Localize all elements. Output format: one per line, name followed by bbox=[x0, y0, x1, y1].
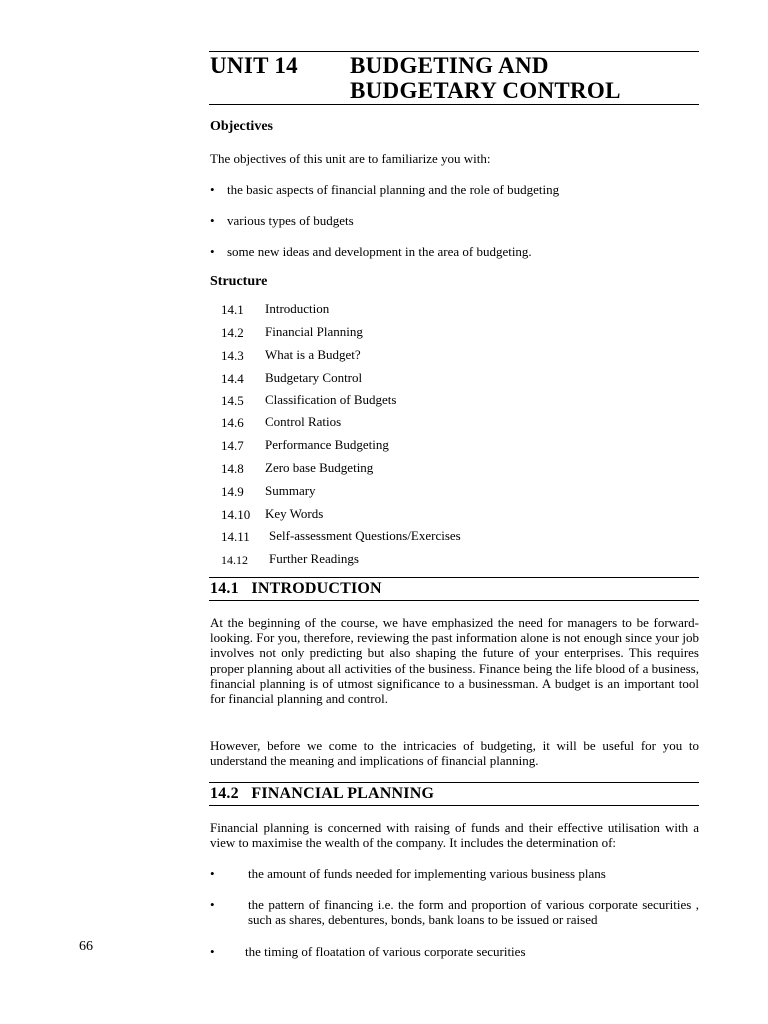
objective-text: the basic aspects of financial planning and the role of budgeting bbox=[227, 182, 560, 197]
section-14-1-top-rule bbox=[209, 577, 699, 578]
structure-item bbox=[221, 370, 363, 388]
structure-item-title: What is a Budget? bbox=[265, 347, 361, 362]
structure-item-title: Control Ratios bbox=[265, 414, 342, 429]
objective-bullet-2 bbox=[210, 213, 354, 229]
section-14-1-heading: 14.1 INTRODUCTION bbox=[210, 580, 382, 597]
structure-item-number: 14.5 bbox=[221, 393, 244, 408]
financing-bullet-text: the timing of floatation of various corporate securities bbox=[245, 944, 526, 959]
structure-item bbox=[221, 324, 363, 342]
financing-bullet-3 bbox=[210, 944, 699, 960]
structure-item-number: 14.9 bbox=[221, 484, 244, 499]
structure-item-title: Classification of Budgets bbox=[265, 392, 397, 407]
structure-item bbox=[221, 437, 389, 455]
structure-item-number: 14.11 bbox=[221, 529, 250, 544]
bullet-icon: • bbox=[210, 182, 215, 197]
objective-bullet-1 bbox=[210, 182, 560, 198]
structure-item-number: 14.12 bbox=[221, 553, 248, 567]
title-top-rule bbox=[209, 51, 699, 52]
structure-item-title: Key Words bbox=[265, 506, 324, 521]
structure-item bbox=[221, 301, 330, 319]
title-bottom-rule bbox=[209, 104, 699, 105]
section-14-2-paragraph-1: Financial planning is concerned with raising of funds and their effective utilisation with a view to maximise the wealth of the company. It includes the determination of: bbox=[210, 820, 699, 851]
structure-item bbox=[221, 460, 374, 478]
structure-item-number: 14.1 bbox=[221, 302, 244, 317]
structure-item-title: Budgetary Control bbox=[265, 370, 363, 385]
structure-item-title: Financial Planning bbox=[265, 324, 363, 339]
structure-item bbox=[221, 347, 361, 365]
financing-bullet-text: the amount of funds needed for implementing various business plans bbox=[248, 866, 606, 881]
unit-number: UNIT 14 bbox=[210, 53, 298, 78]
section-14-2-heading: 14.2 FINANCIAL PLANNING bbox=[210, 785, 435, 802]
structure-item bbox=[221, 483, 316, 501]
structure-item-number: 14.10 bbox=[221, 507, 251, 522]
bullet-icon: • bbox=[210, 244, 215, 259]
page-number: 66 bbox=[79, 939, 93, 954]
structure-item-number: 14.8 bbox=[221, 461, 244, 476]
bullet-icon: • bbox=[210, 944, 215, 959]
financing-bullet-text: the pattern of financing i.e. the form and proportion of various corporate securities , such as shares, debentures, bonds, bank loans to be issued or raised bbox=[248, 897, 699, 928]
section-14-2-bottom-rule bbox=[209, 805, 699, 806]
structure-item-title: Further Readings bbox=[269, 551, 359, 566]
objectives-heading: Objectives bbox=[210, 119, 273, 134]
structure-item-number: 14.7 bbox=[221, 438, 244, 453]
objectives-intro: The objectives of this unit are to familiarize you with: bbox=[210, 151, 491, 166]
structure-item-title: Performance Budgeting bbox=[265, 437, 389, 452]
objective-text: various types of budgets bbox=[227, 213, 354, 228]
section-14-1-paragraph-2: However, before we come to the intricacies of budgeting, it will be useful for you to understand the meaning and implications of financial planning. bbox=[210, 738, 699, 769]
financing-bullet-1 bbox=[210, 866, 699, 882]
structure-item bbox=[221, 414, 342, 432]
structure-item-title: Self-assessment Questions/Exercises bbox=[269, 528, 461, 543]
bullet-icon: • bbox=[210, 897, 215, 912]
structure-item-number: 14.2 bbox=[221, 325, 244, 340]
structure-item-number: 14.4 bbox=[221, 371, 244, 386]
bullet-icon: • bbox=[210, 866, 215, 881]
structure-item-title: Zero base Budgeting bbox=[265, 460, 374, 475]
structure-item-title: Summary bbox=[265, 483, 316, 498]
structure-item-number: 14.3 bbox=[221, 348, 244, 363]
section-14-2-top-rule bbox=[209, 782, 699, 783]
section-14-1-bottom-rule bbox=[209, 600, 699, 601]
unit-title-line-2: BUDGETARY CONTROL bbox=[350, 78, 621, 103]
structure-heading: Structure bbox=[210, 274, 268, 289]
structure-item bbox=[221, 551, 359, 569]
structure-item-title: Introduction bbox=[265, 301, 330, 316]
financing-bullet-2 bbox=[210, 897, 699, 927]
structure-item-number: 14.6 bbox=[221, 415, 244, 430]
bullet-icon: • bbox=[210, 213, 215, 228]
objective-bullet-3 bbox=[210, 244, 532, 260]
structure-item bbox=[221, 392, 397, 410]
section-14-1-paragraph-1: At the beginning of the course, we have emphasized the need for managers to be forward-looking. For you, therefore, reviewing the past information alone is not enough since your job involves not only predicting but also shaping the future of your enterprises. This requires proper planning about all activities of the business. Finance being the life blood of a business, financial planning is of utmost significance to a businessman. A budget is an important tool for financial planning and control. bbox=[210, 615, 699, 707]
structure-item bbox=[221, 528, 461, 546]
unit-title-line-1: BUDGETING AND bbox=[350, 53, 549, 78]
objective-text: some new ideas and development in the area of budgeting. bbox=[227, 244, 532, 259]
structure-item bbox=[221, 506, 324, 524]
